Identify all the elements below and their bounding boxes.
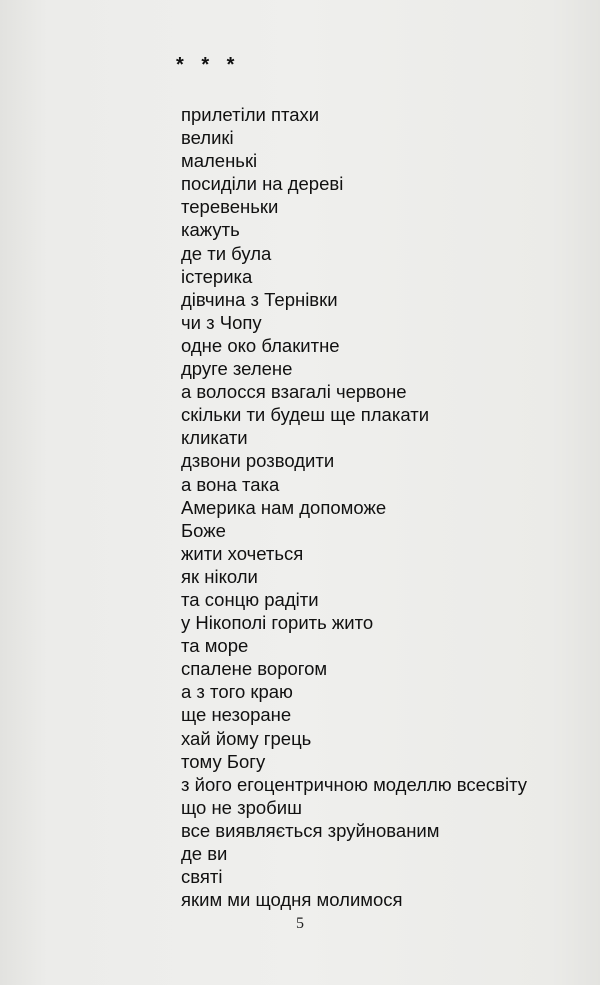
poem-line: а вона така — [181, 473, 280, 495]
poem-line: жити хочеться — [181, 542, 304, 564]
poem-line: що не зробиш — [181, 796, 302, 818]
poem-line: кликати — [181, 427, 248, 449]
poem-line: як ніколи — [181, 565, 258, 587]
poem-line: одне око блакитне — [181, 334, 340, 356]
poem-line: а волосся взагалі червоне — [181, 381, 407, 403]
poem-line: прилетіли птахи — [181, 104, 320, 125]
poem-line: та море — [181, 635, 249, 657]
poem-line: посиділи на дереві — [181, 173, 344, 195]
poem-line: ще незоране — [181, 704, 292, 726]
poem-line: яким ми щодня молимося — [181, 889, 403, 911]
poem-line: де ви — [181, 843, 228, 864]
poem-line: Америка нам допоможе — [181, 496, 387, 518]
poem-line: у Нікополі горить жито — [181, 612, 374, 634]
poem-lines — [181, 103, 527, 911]
poem-line: хай йому грець — [181, 727, 312, 749]
poem-line: дівчина з Тернівки — [181, 288, 338, 310]
poem-line: з його егоцентричною моделлю всесвіту — [181, 773, 528, 795]
poem-line: істерика — [181, 265, 253, 287]
poem-line: та сонцю радіти — [181, 588, 319, 610]
poem-line: скільки ти будеш ще плакати — [181, 404, 430, 426]
poem-line: святі — [181, 866, 223, 888]
page-number: 5 — [296, 915, 304, 932]
poem-line: де ти була — [181, 242, 272, 264]
poem-line: великі — [181, 127, 234, 149]
poem-line: теревеньки — [181, 196, 279, 218]
poem-line: Боже — [181, 519, 226, 541]
section-separator: * * * — [176, 54, 241, 76]
poem-line: кажуть — [181, 219, 240, 241]
poem-line: все виявляється зруйнованим — [181, 819, 440, 841]
poem-line: а з того краю — [181, 681, 293, 703]
poem-line: тому Богу — [181, 750, 266, 772]
poem-line: друге зелене — [181, 358, 293, 380]
poem-line: спалене ворогом — [181, 658, 328, 680]
poem-line: чи з Чопу — [181, 311, 262, 333]
poem-line: дзвони розводити — [181, 450, 335, 472]
poem-line: маленькі — [181, 150, 258, 172]
